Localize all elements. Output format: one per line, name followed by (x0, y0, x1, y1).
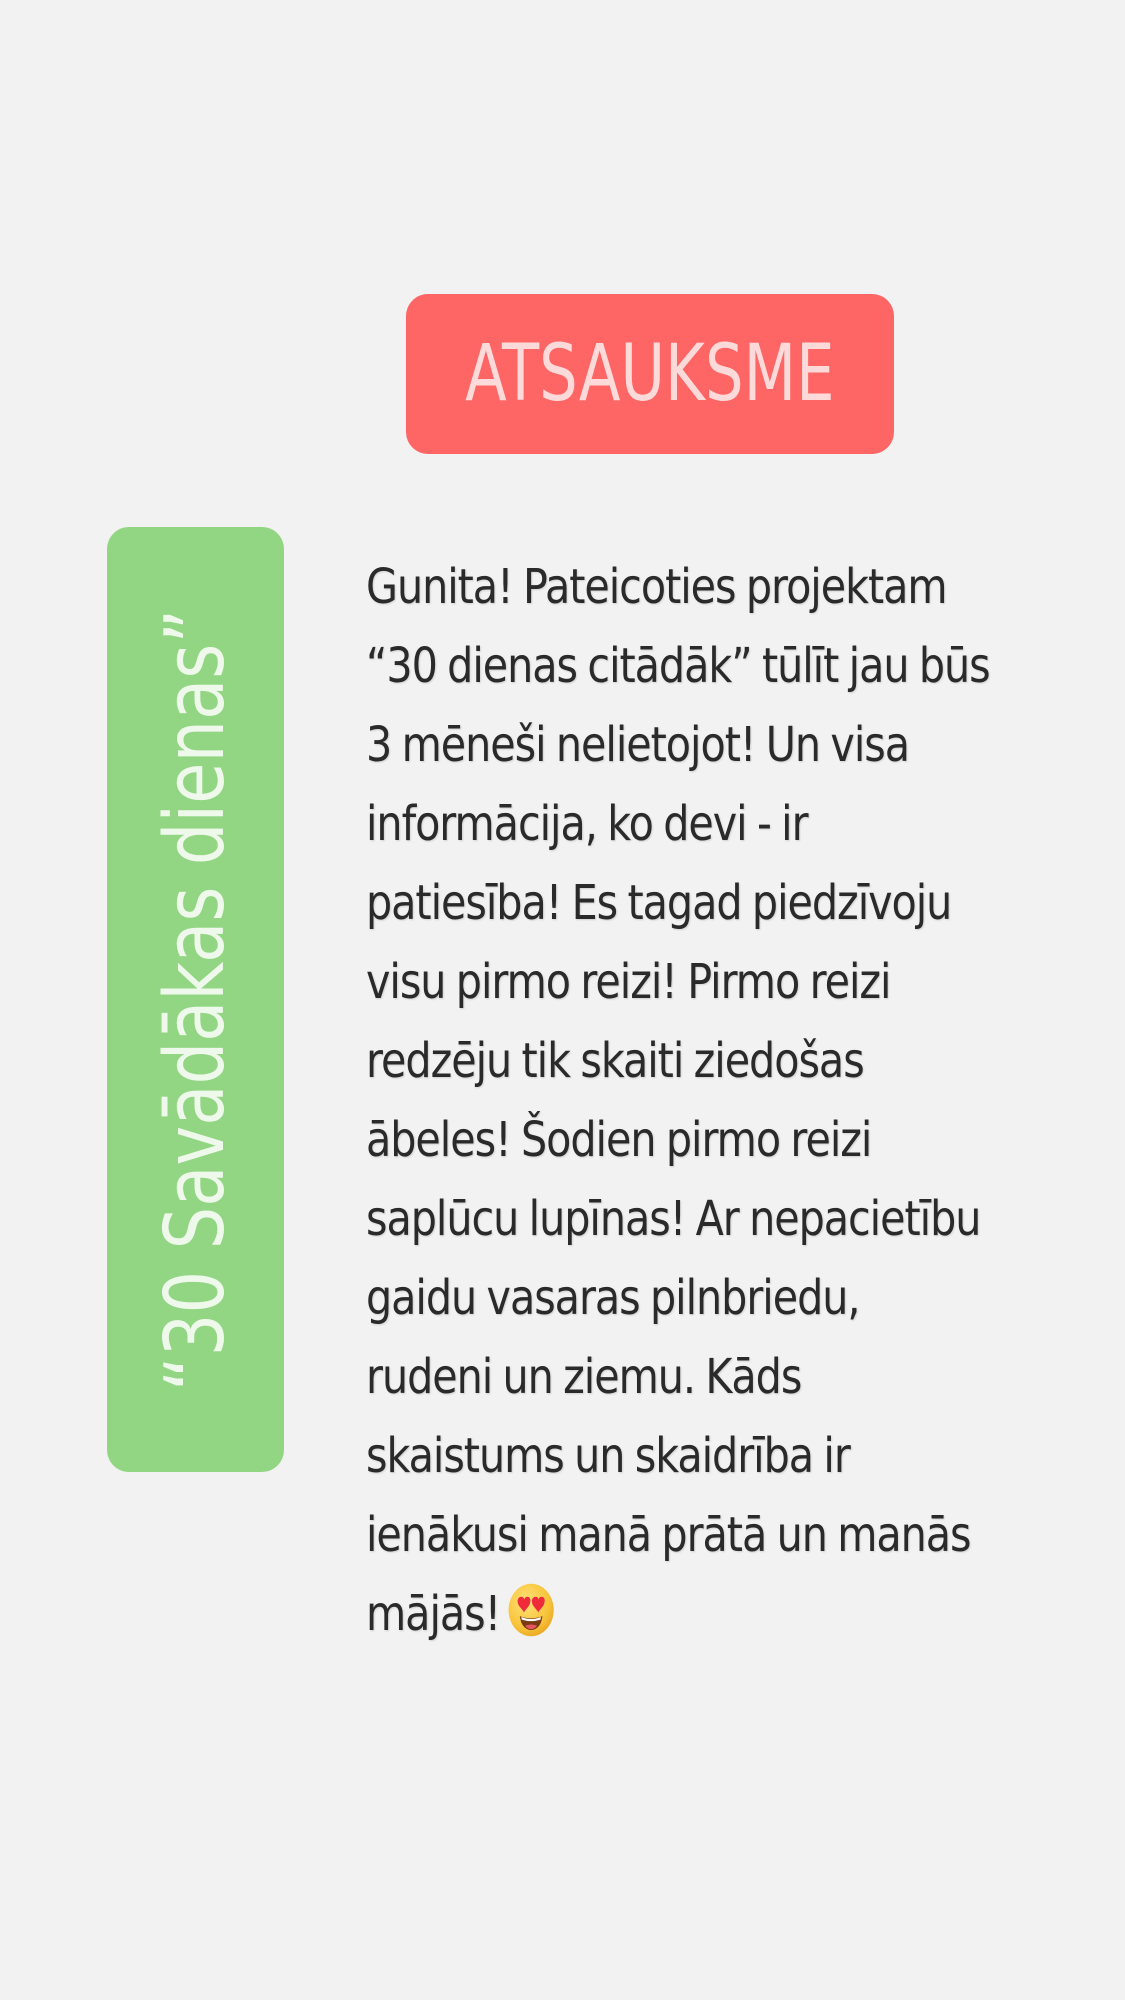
badge-atsauksme (406, 294, 894, 454)
review-body: Gunita! Pateicoties projektam “30 dienas citādāk” tūlīt jau būs 3 mēneši nelietojot! Un visa informācija, ko devi - ir patiesība! Es tagad piedzīvoju visu pirmo reizi! Pirmo reizi redzēju tik skaiti ziedošas ābeles! Šodien pirmo reizi saplūcu lupīnas! Ar nepacietību gaidu vasaras pilnbriedu, rudeni un ziemu. Kāds skaistums un skaidrība ir ienākusi manā prātā un manās mājās! (366, 559, 990, 1642)
badge-label: ATSAUKSME (465, 329, 835, 419)
side-tag-label: “30 Savādākas dienas” (147, 608, 243, 1391)
side-tag (107, 527, 284, 1472)
review-text (366, 548, 1066, 1654)
heart-eyes-emoji-icon (507, 1582, 555, 1638)
review-block (366, 548, 1066, 1648)
